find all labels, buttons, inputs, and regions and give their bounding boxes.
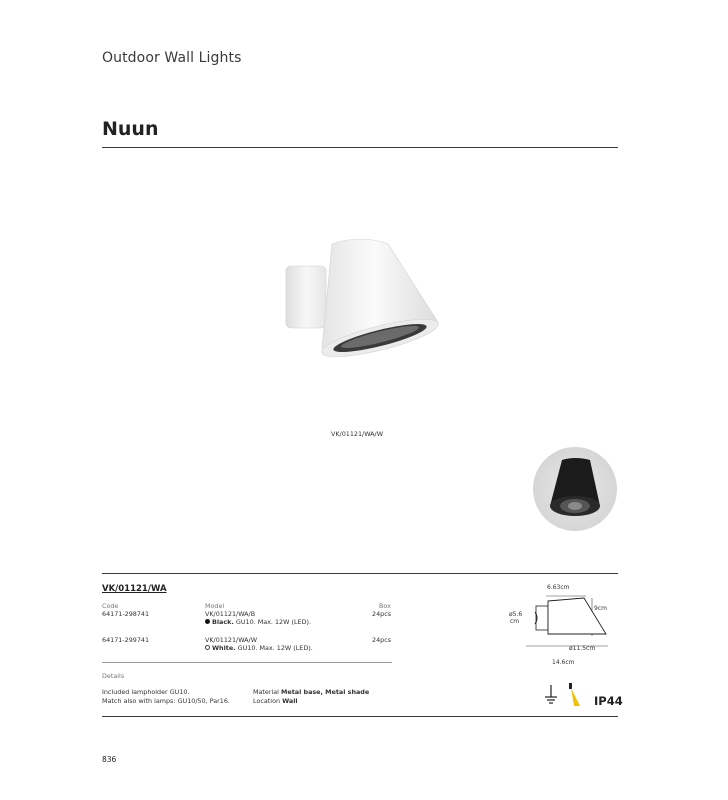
location-value: Wall [282,697,298,705]
row-1-model: VK/01121/WA/B [205,610,256,618]
details-material [253,688,369,696]
category-title: Outdoor Wall Lights [102,50,242,66]
row-2-color: White. [212,644,236,652]
row-2-code: 64171-299741 [102,636,150,644]
ip-rating: IP44 [594,694,623,708]
product-code: VK/01121/WA [102,584,167,594]
row-2-box: 24pcs [372,636,392,644]
column-header-box: Box [379,602,391,610]
row-1-description [205,618,311,626]
column-header-code: Code [102,602,119,610]
row-1-code: 64171-298741 [102,610,150,618]
row-2-model: VK/01121/WA/W [205,636,258,644]
details-location [253,697,298,705]
spec-bottom-divider [102,716,618,717]
row-1-box: 24pcs [372,610,392,618]
light-beam-icon [568,682,582,708]
details-lampholder: Included lampholder GU10. [102,688,190,696]
black-color-swatch-icon [205,619,210,624]
dim-top-width: 6.63cm [547,584,570,591]
location-label: Location [253,697,281,705]
product-family-title: Nuun [102,118,159,140]
earth-ground-icon [543,684,559,706]
dim-depth: 14.6cm [552,659,575,666]
dim-base-diameter: ø5.6 [509,611,523,618]
row-2-description [205,644,313,652]
row-2-desc: GU10. Max. 12W (LED). [237,644,313,652]
page-number: 836 [102,755,117,764]
material-label: Material [253,688,279,696]
product-image-white-lamp [270,230,450,380]
main-image-caption: VK/01121/WA/W [331,430,384,438]
variant-image-black-lamp [532,446,618,532]
header-divider [102,147,618,148]
white-color-swatch-icon [205,645,210,650]
dim-shade-diameter: ø11.5cm [569,645,596,652]
details-matching-lamps: Match also with lamps: GU10/50, Par16. [102,697,230,705]
column-header-model: Model [205,602,225,610]
table-divider [102,662,392,663]
material-value: Metal base, Metal shade [281,688,370,696]
row-1-desc: GU10. Max. 12W (LED). [235,618,312,626]
row-1-color: Black. [212,618,234,626]
dim-height: 9cm [594,605,607,612]
dim-base-unit: cm [510,618,520,625]
spec-top-divider [102,573,618,574]
details-heading: Details [102,672,125,680]
